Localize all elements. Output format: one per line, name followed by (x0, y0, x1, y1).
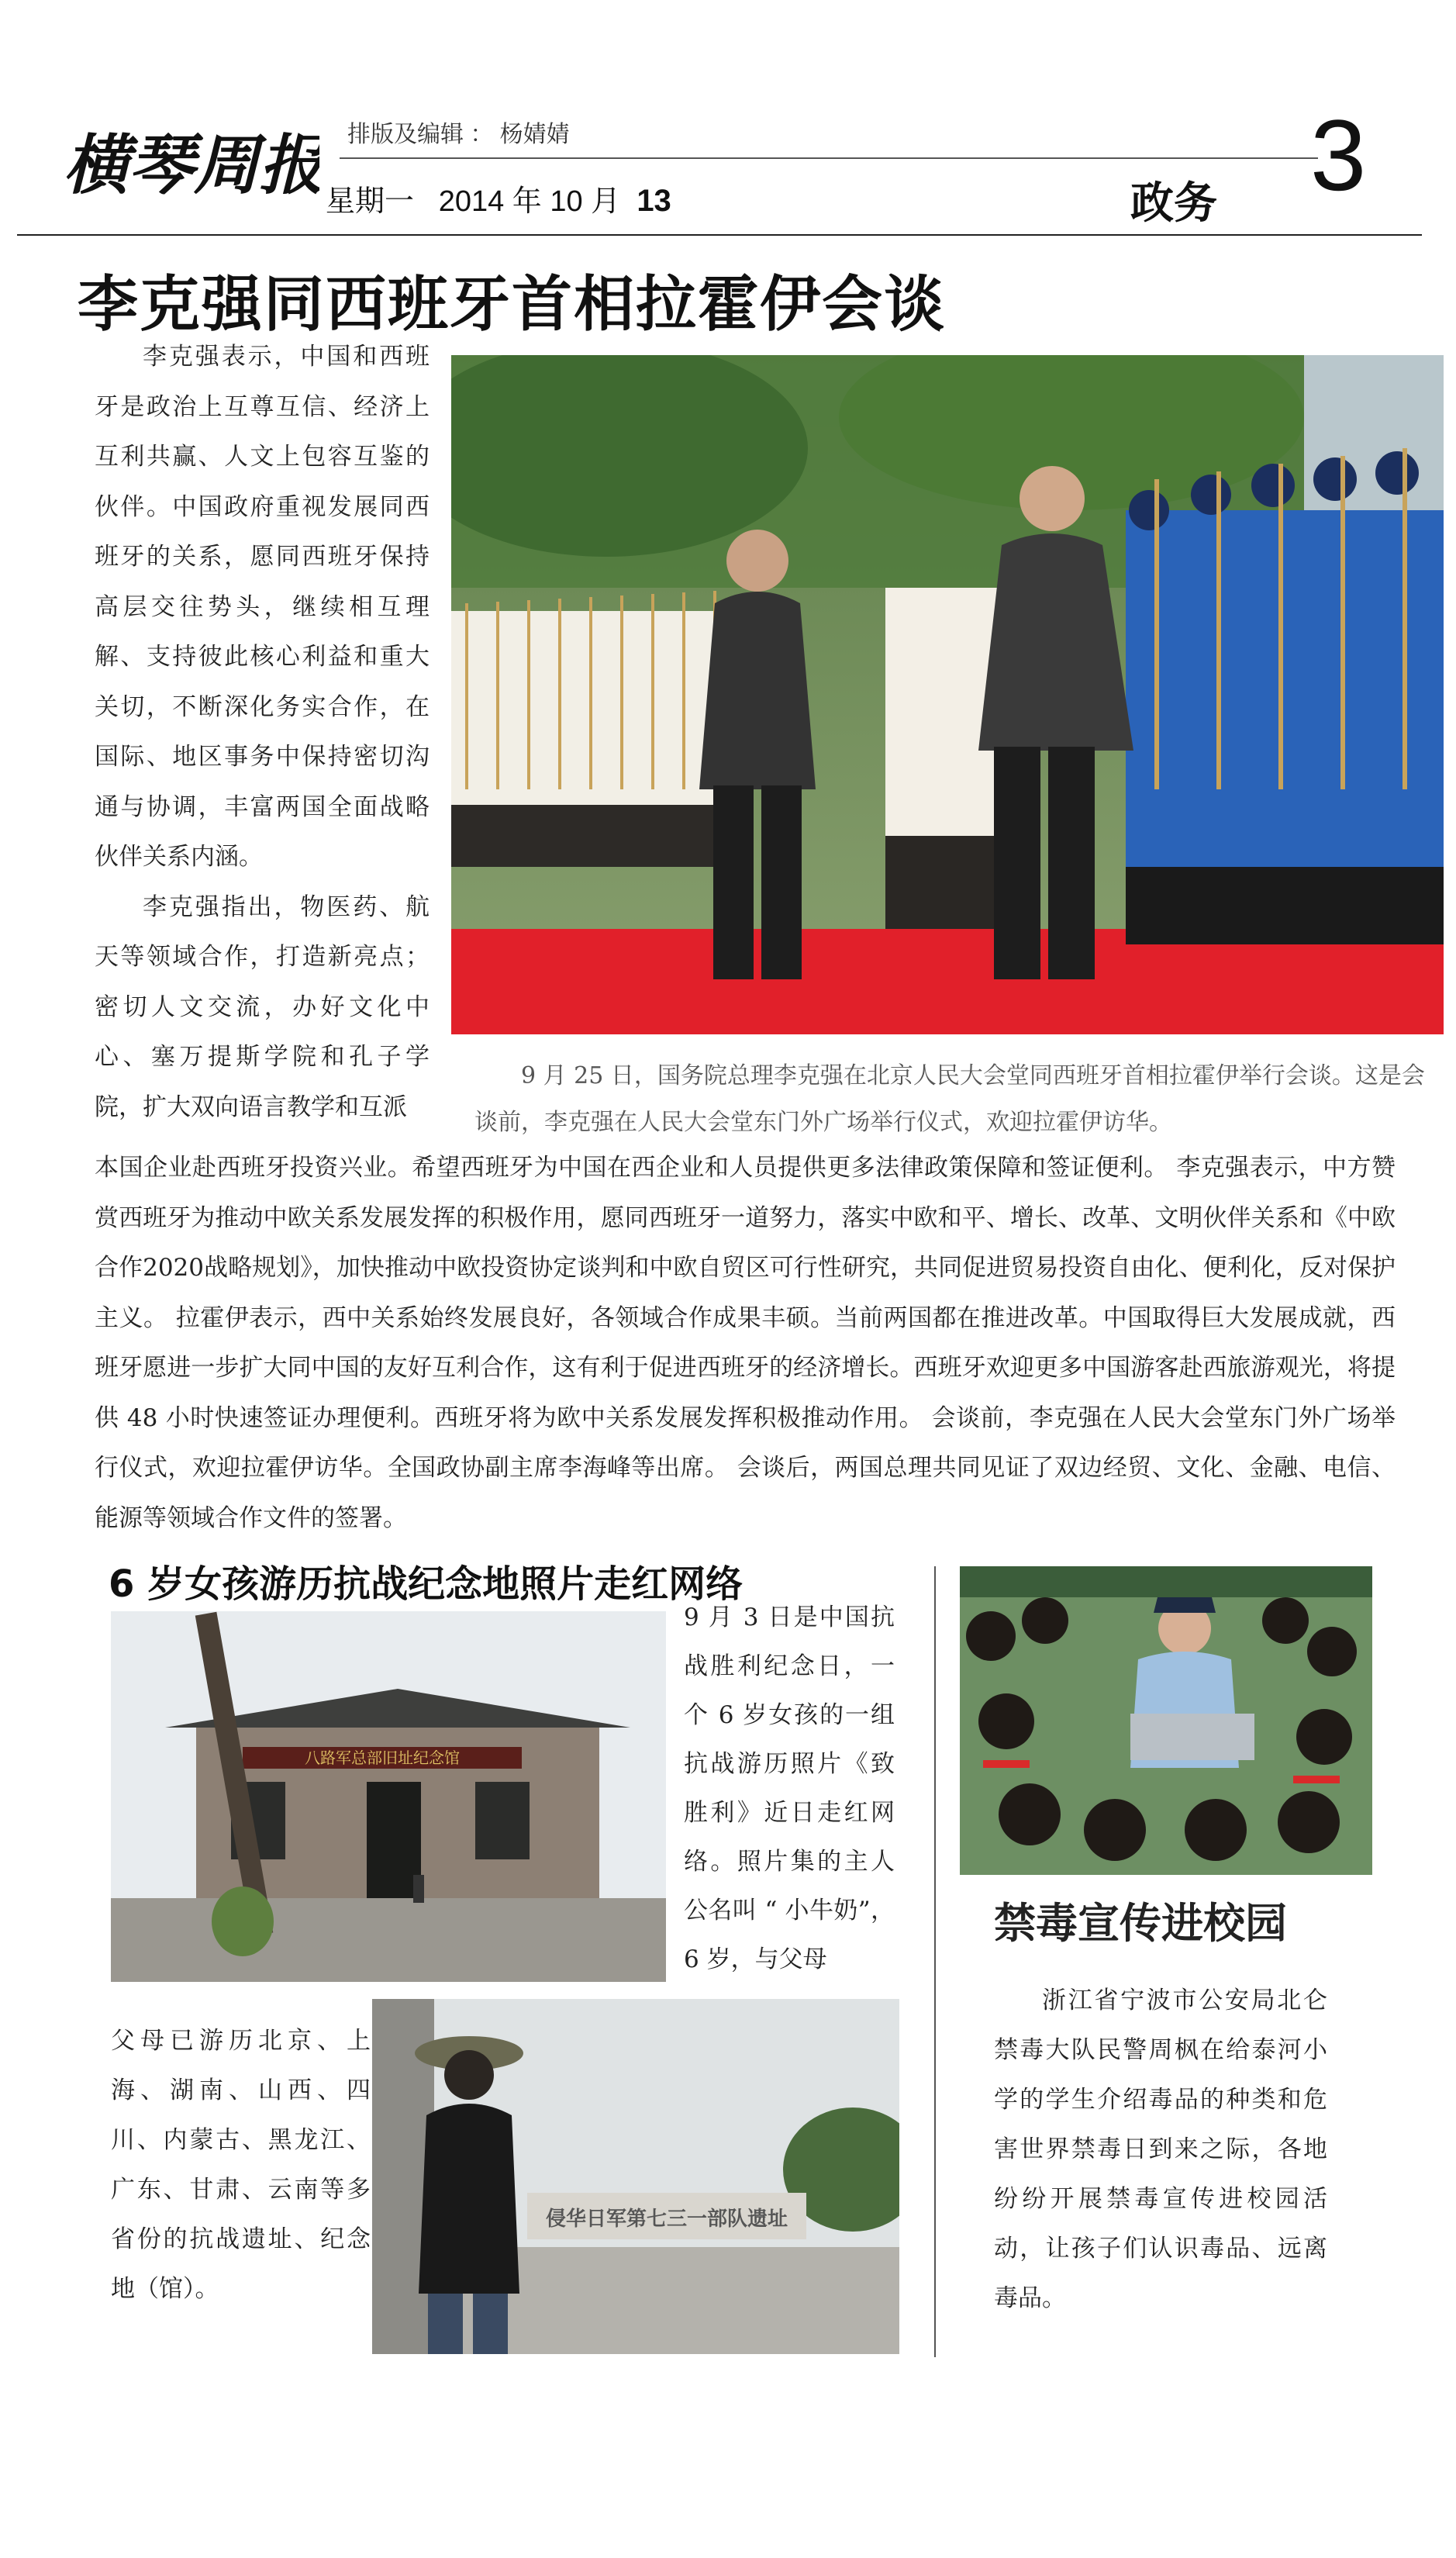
day: 13 (637, 184, 671, 218)
newspaper-logo (64, 116, 319, 209)
issue-date (326, 177, 671, 219)
story3-text (994, 1976, 1327, 2323)
memorial-building-photo (111, 1611, 666, 1982)
memorial-sign: 侵华日军第七三一部队遗址 (545, 2208, 788, 2231)
editor-credit: 排版及编辑 ： 杨婧婧 (347, 122, 570, 147)
ceremony-photo (451, 355, 1444, 1034)
date: 2014 年 10 月 (438, 185, 621, 218)
girl-at-memorial-photo (372, 1999, 899, 2354)
paragraph: 本国企业赴西班牙投资兴业。希望西班牙为中国在西企业和人员提供更多法律政策保障和签证便利。 李克强表示，中方赞赏西班牙为推动中欧关系发展发挥的积极作用，愿同西班牙一道努力，落实中欧和平、增长、改革、文明伙伴关系和《中欧合作2020战略规划》，加快推动中欧投资协定谈判和中欧自贸区可行性研究，共同促进贸易投资自由化、便利化，反对保护主义。 拉霍伊表示，西中关系始终发展良好，各领域合作成果丰硕。当前两国都在推进改革。中国取得巨大发展成就，西班牙愿进一步扩大同中国的友好互利合作，这有利于促进西班牙的经济增长。西班牙欢迎更多中国游客赴西旅游观光，将提供 48 小时快速签证办理便利。西班牙将为欧中关系发展发挥积极推动作用。 会谈前，李克强在人民大会堂东门外广场举行仪式，欢迎拉霍伊访华。全国政协副主席李海峰等出席。 会谈后，两国总理共同见证了双边经贸、文化、金融、电信、能源等领域合作文件的签署。 (95, 1154, 1396, 1532)
memorial-plaque: 八路军总部旧址纪念馆 (305, 1748, 460, 1767)
photo-caption: 9 月 25 日，国务院总理李克强在北京人民大会堂同西班牙首相拉霍伊举行会谈。这是会谈前，李克强在人民大会堂东门外广场举行仪式，欢迎拉霍伊访华。 (474, 1062, 1425, 1136)
paragraph: 李克强指出，物医药、航天等领域合作，打造新亮点；密切人文交流，办好文化中心、塞万提斯学院和孔子学院，扩大双向语言教学和互派 (95, 892, 430, 1121)
main-story-continued (95, 1143, 1396, 1543)
paragraph: 李克强表示，中国和西班牙是政治上互尊互信、经济上互利共赢、人文上包容互鉴的伙伴。中国政府重视发展同西班牙的关系，愿同西班牙保持高层交往势头，继续相互理解、支持彼此核心利益和重大关切，不断深化务实合作，在国际、地区事务中保持密切沟通与协调，丰富两国全面战略伙伴关系内涵。 (95, 343, 430, 871)
column-divider (934, 1566, 936, 2357)
classroom-photo (960, 1566, 1372, 1875)
header-rule (17, 234, 1422, 236)
header-rule-thin (340, 157, 1318, 159)
story3-headline: 禁毒宣传进校园 (994, 1899, 1287, 1948)
story2-text-left: 父母已游历北京、上海、湖南、山西、四川、内蒙古、黑龙江、广东、甘肃、云南等多省份的抗战遗址、纪念地（馆）。 (111, 2027, 371, 2303)
story2-headline: 6 岁女孩游历抗战纪念地照片走红网络 (109, 1562, 744, 1606)
page-number: 3 (1310, 98, 1367, 212)
section-label: 政务 (1130, 178, 1217, 229)
paragraph: 浙江省宁波市公安局北仑禁毒大队民警周枫在给泰河小学的学生介绍毒品的种类和危害世界禁毒日到来之际，各地纷纷开展禁毒宣传进校园活动，让孩子们认识毒品、远离毒品。 (994, 1987, 1327, 2312)
story2-text-right: 9 月 3 日是中国抗战胜利纪念日，一个 6 岁女孩的一组抗战游历照片《致胜利》近日走红网络。照片集的主人公名叫 “ 小牛奶”，6 岁，与父母 (684, 1603, 895, 1973)
logo-text: 横琴周报 (64, 127, 319, 203)
main-story-column (95, 332, 430, 1132)
main-headline: 李克强同西班牙首相拉霍伊会谈 (78, 270, 947, 340)
weekday: 星期一 (326, 185, 415, 218)
